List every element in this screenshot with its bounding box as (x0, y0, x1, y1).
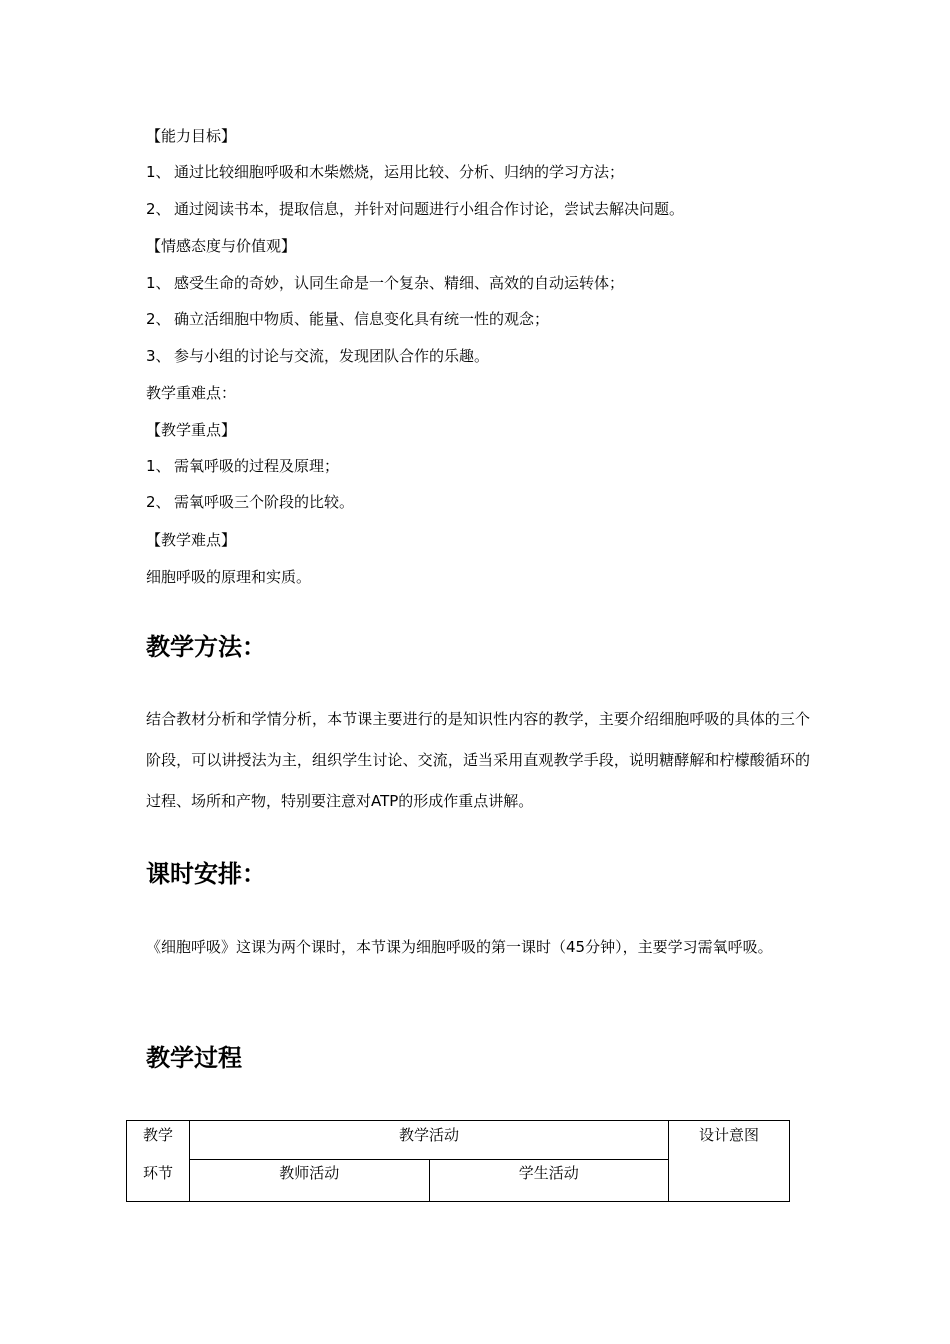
process-title: 教学过程 (146, 1044, 242, 1072)
item-text: 需氧呼吸三个阶段的比较。 (174, 493, 355, 511)
item-number: 3、 (146, 347, 171, 365)
difficult-points-text: 细胞呼吸的原理和实质。 (146, 568, 312, 586)
process-table (126, 1120, 790, 1202)
key-points-heading: 【教学重点】 (146, 421, 237, 439)
item-text: 感受生命的奇妙，认同生命是一个复杂、精细、高效的自动运转体； (174, 274, 625, 292)
item-text: 通过比较细胞呼吸和木柴燃烧，运用比较、分析、归纳的学习方法； (174, 163, 625, 181)
item-number: 1、 (146, 163, 171, 181)
ability-item-1 (146, 162, 624, 182)
emotion-item-3 (146, 346, 489, 366)
item-text: 确立活细胞中物质、能量、信息变化具有统一性的观念； (174, 310, 550, 328)
table-header-stage (127, 1121, 190, 1202)
key-difficult-label: 教学重难点： (146, 384, 237, 402)
table-header-activities: 教学活动 (190, 1121, 669, 1160)
item-number: 2、 (146, 200, 171, 218)
item-text: 需氧呼吸的过程及原理； (174, 457, 340, 475)
emotion-heading: 【情感态度与价值观】 (146, 237, 297, 255)
stage-label-line2: 环节 (142, 1164, 173, 1182)
item-text: 通过阅读书本，提取信息，并针对问题进行小组合作讨论，尝试去解决问题。 (174, 200, 685, 218)
emotion-item-2 (146, 309, 549, 329)
key-point-2 (146, 492, 354, 512)
item-number: 1、 (146, 457, 171, 475)
schedule-paragraph: 《细胞呼吸》这课为两个课时，本节课为细胞呼吸的第一课时（45分钟），主要学习需氧呼吸。 (146, 938, 773, 956)
key-point-1 (146, 456, 339, 476)
table-header-teacher: 教师活动 (190, 1159, 430, 1201)
item-number: 2、 (146, 493, 171, 511)
table-header-intent: 设计意图 (669, 1121, 790, 1202)
table-header-student: 学生活动 (429, 1159, 669, 1201)
stage-label-line1: 教学 (142, 1126, 173, 1144)
emotion-item-1 (146, 273, 624, 293)
item-text: 参与小组的讨论与交流，发现团队合作的乐趣。 (174, 347, 490, 365)
ability-heading: 【能力目标】 (146, 127, 237, 145)
methods-title: 教学方法： (146, 633, 266, 661)
schedule-title: 课时安排： (146, 860, 266, 888)
ability-item-2 (146, 199, 684, 219)
item-number: 2、 (146, 310, 171, 328)
methods-paragraph: 结合教材分析和学情分析，本节课主要进行的是知识性内容的教学，主要介绍细胞呼吸的具体的三个阶段，可以讲授法为主，组织学生讨论、交流，适当采用直观教学手段，说明糖酵解和柠檬酸循环的过程、场所和产物，特别要注意对ATP的形成作重点讲解。 (146, 710, 810, 810)
item-number: 1、 (146, 274, 171, 292)
difficult-points-heading: 【教学难点】 (146, 531, 237, 549)
